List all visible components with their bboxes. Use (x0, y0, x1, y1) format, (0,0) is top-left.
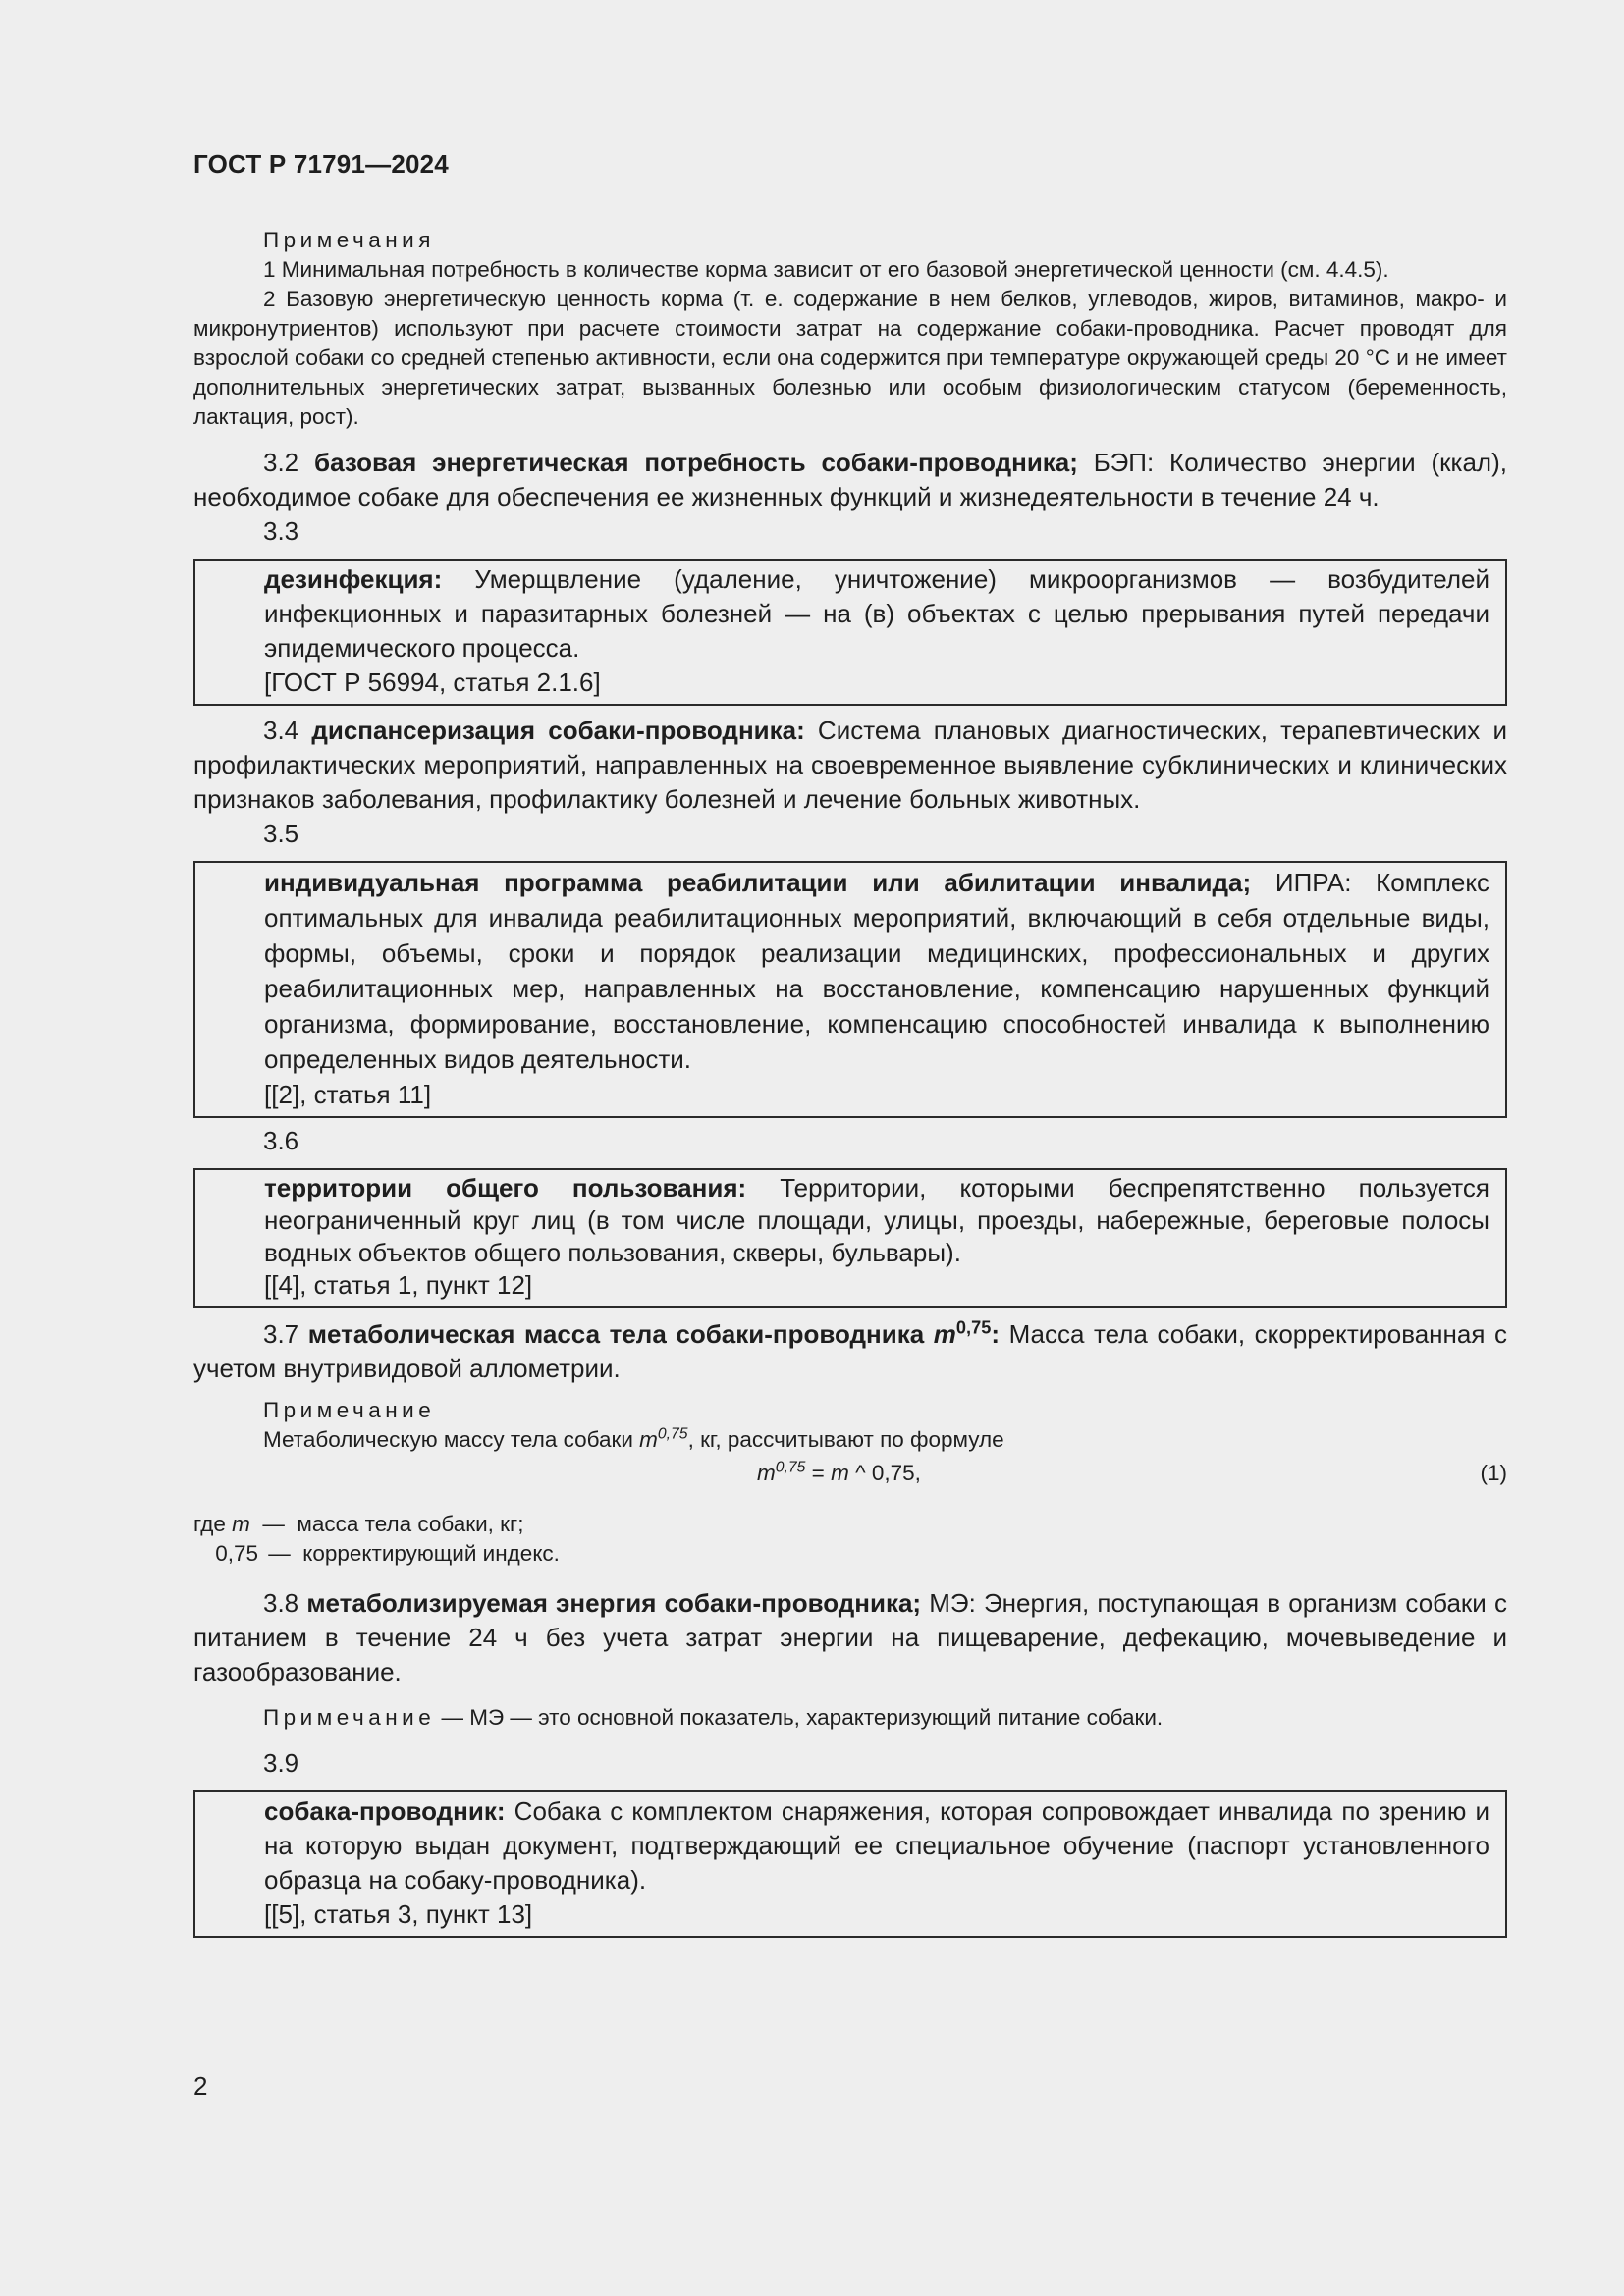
term-colon: : (991, 1319, 1000, 1349)
notes-title: Примечания (263, 228, 435, 252)
term-3-7 (193, 1317, 1507, 1386)
term-3-2 (193, 446, 1507, 514)
term-title: индивидуальная программа реабилитации или абилитации инвалида; (264, 868, 1252, 897)
formula-legend (193, 1510, 1507, 1569)
term-definition: МЭ: Энергия, поступающая в организм собаки с питанием в течение 24 ч без учета затрат энергии на пищеварение, дефекацию, мочевыведение и газообразование. (193, 1588, 1507, 1686)
term-3-6 (195, 1172, 1489, 1269)
term-definition: ИПРА: Комплекс оптимальных для инвалида реабилитационных мероприятий, включающий в себя отдельные виды, формы, объемы, сроки и порядок реализации медицинских, профессиональных и других реабилитационных мер, направленных на восстановление, компенсацию нарушенных функций организма, формирование, восстановление, компенсацию способностей инвалида к выполнению определенных видов деятельности. (264, 868, 1489, 1074)
legend-row: 0,75 — корректирующий индекс. (215, 1541, 560, 1566)
term-definition: Масса тела собаки, скорректированная с учетом внутривидовой аллометрии. (193, 1319, 1508, 1383)
term-number-3-6: 3.6 (263, 1126, 299, 1155)
term-definition: Система плановых диагностических, терапевтических и профилактических мероприятий, направленных на своевременное выявление субклинических и клинических признаков заболевания, профилактику болезней и лечение больных животных. (193, 716, 1507, 814)
term-source: [ГОСТ Р 56994, статья 2.1.6] (264, 667, 601, 697)
note-1: 1 Минимальная потребность в количестве корма зависит от его базовой энергетической ценности (см. 4.4.5). (263, 257, 1389, 282)
page-number: 2 (193, 2071, 208, 2101)
note-3-8 (193, 1703, 1507, 1733)
note-symbol: m (639, 1427, 658, 1452)
term-source: [[2], статья 11] (264, 1080, 432, 1109)
term-symbol-exponent: 0,75 (955, 1317, 992, 1338)
note-title: Примечание (263, 1398, 436, 1422)
note-3-7 (193, 1396, 1507, 1569)
term-title: собака-проводник: (264, 1796, 506, 1826)
term-definition: Умерщвление (удаление, уничтожение) микроорганизмов — возбудителей инфекционных и паразитарных болезней — на (в) объектах с целью прерывания путей передачи эпидемического процесса. (264, 564, 1489, 663)
term-title: диспансеризация собаки-проводника: (311, 716, 805, 745)
term-box-3-6 (193, 1168, 1507, 1308)
term-definition: Территории, которыми беспрепятственно пользуется неограниченный круг лиц (в том числе площади, улицы, проезды, набережные, береговые полосы водных объектов общего пользования, скверы, бульвары). (264, 1173, 1489, 1267)
term-title: метаболизируемая энергия собаки-проводника; (306, 1588, 922, 1618)
term-box-3-9 (193, 1790, 1507, 1938)
term-title: метаболическая масса тела собаки-проводника (307, 1319, 925, 1349)
legend-row: где m — масса тела собаки, кг; (193, 1512, 524, 1536)
notes-block (193, 226, 1507, 432)
note-text: — МЭ — это основной показатель, характеризующий питание собаки. (435, 1705, 1164, 1730)
term-source: [[4], статья 1, пункт 12] (264, 1270, 533, 1300)
formula-expression: $m^{0,75} = m$ ^ 0,75, (757, 1459, 921, 1485)
term-title: базовая энергетическая потребность собаки-проводника; (314, 448, 1078, 477)
document-header: ГОСТ Р 71791—2024 (193, 149, 449, 179)
term-number: 3.7 (263, 1319, 299, 1349)
term-definition: БЭП: Количество энергии (ккал), необходимое собаке для обеспечения ее жизненных функций и жизнедеятельности в течение 24 ч. (193, 448, 1507, 511)
term-3-8 (193, 1586, 1507, 1689)
term-title: дезинфекция: (264, 564, 443, 594)
term-source: [[5], статья 3, пункт 13] (264, 1899, 533, 1929)
formula-1 (193, 1459, 1507, 1492)
term-title: территории общего пользования: (264, 1173, 747, 1202)
term-3-3 (195, 562, 1489, 666)
term-number-3-5: 3.5 (263, 819, 299, 848)
note-2: 2 Базовую энергетическую ценность корма (т. е. содержание в нем белков, углеводов, жиров, витаминов, макро- и микронутриентов) используют при расчете стоимости затрат на содержание собаки-проводника. Расчет проводят для взрослой собаки со средней степенью активности, если она содержится при температуре окружающей среды 20 °С и не имеет дополнительных энергетических затрат, вызванных болезнью или особым физиологическим статусом (беременность, лактация, рост). (193, 287, 1507, 429)
term-number: 3.2 (263, 448, 299, 477)
term-number-3-3: 3.3 (263, 516, 299, 546)
term-definition: Собака с комплектом снаряжения, которая сопровождает инвалида по зрению и на которую выдан документ, подтверждающий ее специальное обучение (паспорт установленного образца на собаку-проводника). (264, 1796, 1489, 1895)
term-box-3-5 (193, 861, 1507, 1118)
note-title: Примечание (263, 1705, 436, 1730)
note-text: Метаболическую массу тела собаки $m^{0,75}$, кг, рассчитывают по формуле (263, 1425, 1004, 1452)
term-3-9 (195, 1794, 1489, 1897)
term-3-5 (195, 865, 1489, 1077)
term-box-3-3 (193, 559, 1507, 706)
term-number: 3.8 (263, 1588, 299, 1618)
term-number-3-9: 3.9 (263, 1748, 299, 1778)
formula-number: (1) (1480, 1461, 1507, 1485)
term-3-4 (193, 714, 1507, 817)
document-body (193, 226, 1507, 1938)
term-symbol: m (933, 1319, 956, 1349)
term-number: 3.4 (263, 716, 299, 745)
